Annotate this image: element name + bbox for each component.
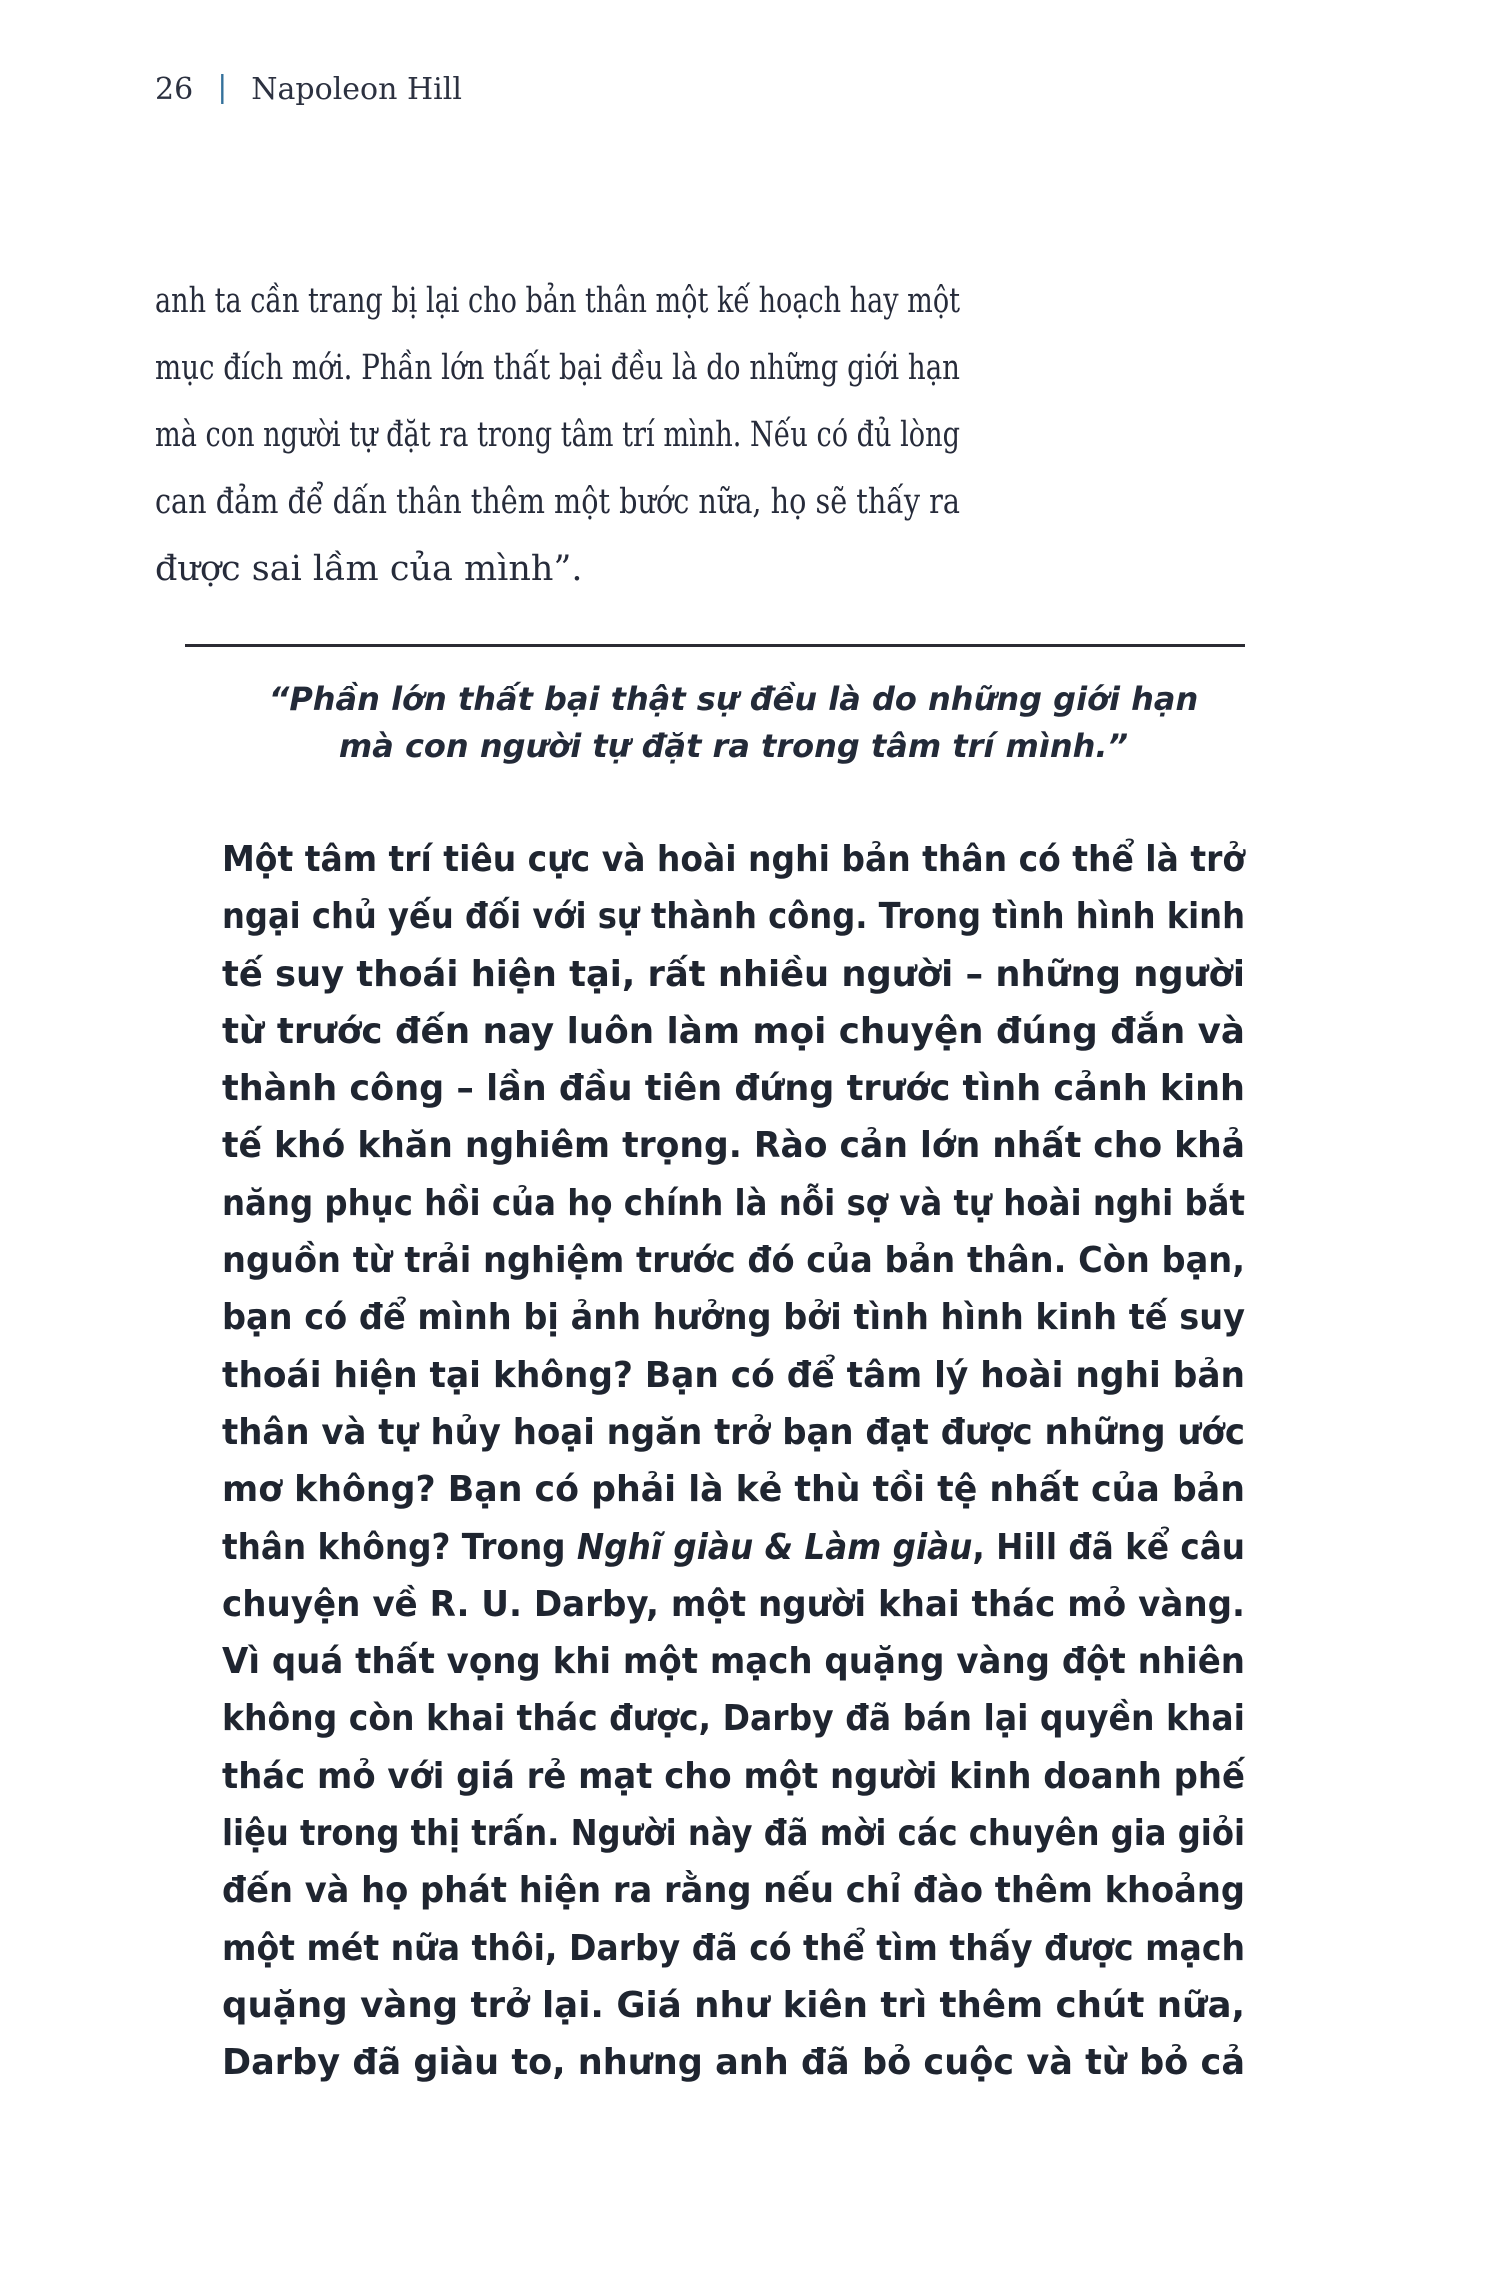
running-head-title: Napoleon Hill [251, 72, 462, 107]
body-line: một mét nữa thôi, Darby đã có thể tìm thấy được mạch [222, 1927, 1245, 1969]
pull-quote-line: “Phần lớn thất bại thật sự đều là do những giới hạn [268, 680, 1199, 718]
body-line: ngại chủ yếu đối với sự thành công. Trong tình hình kinh [222, 896, 1245, 938]
body-line-text: , Hill đã kể câu [972, 1526, 1245, 1568]
body-line: liệu trong thị trấn. Người này đã mời các chuyên gia giỏi [222, 1813, 1245, 1855]
paragraph-line: được sai lầm của mình”. [155, 549, 583, 589]
body-line: năng phục hồi của họ chính là nỗi sợ và tự hoài nghi bắt [222, 1182, 1245, 1224]
paragraph-line: anh ta cần trang bị lại cho bản thân một kế hoạch hay một [155, 281, 960, 321]
opening-paragraph [155, 268, 960, 603]
paragraph-line: mục đích mới. Phần lớn thất bại đều là do những giới hạn [155, 348, 960, 388]
body-line [222, 1519, 1245, 1576]
pull-quote [222, 676, 1245, 770]
body-line-text: thân không? Trong [222, 1526, 577, 1568]
body-line: tế khó khăn nghiêm trọng. Rào cản lớn nhất cho khả [222, 1125, 1245, 1167]
body-line: mơ không? Bạn có phải là kẻ thù tồi tệ nhất của bản [222, 1469, 1245, 1511]
book-title-italic: Nghĩ giàu & Làm giàu [576, 1526, 973, 1568]
body-line: Một tâm trí tiêu cực và hoài nghi bản thân có thể là trở [222, 839, 1245, 880]
body-line: quặng vàng trở lại. Giá như kiên trì thêm chút nữa, [222, 1984, 1245, 2026]
section-divider [185, 644, 1245, 647]
body-line: Darby đã giàu to, nhưng anh đã bỏ cuộc và từ bỏ cả [222, 2042, 1245, 2084]
body-paragraph [222, 831, 1245, 2092]
body-line: nguồn từ trải nghiệm trước đó của bản thân. Còn bạn, [222, 1240, 1245, 1282]
page-number: 26 [155, 72, 194, 107]
header-separator: | [217, 70, 228, 105]
pull-quote-line: mà con người tự đặt ra trong tâm trí mình.” [338, 727, 1129, 765]
body-line: thân và tự hủy hoại ngăn trở bạn đạt được những ước [222, 1411, 1245, 1453]
paragraph-line: can đảm để dấn thân thêm một bước nữa, họ sẽ thấy ra [155, 482, 960, 522]
body-line: Vì quá thất vọng khi một mạch quặng vàng đột nhiên [222, 1641, 1245, 1683]
paragraph-line: mà con người tự đặt ra trong tâm trí mình. Nếu có đủ lòng [155, 415, 960, 455]
body-line: tế suy thoái hiện tại, rất nhiều người – những người [222, 953, 1245, 995]
body-line: thác mỏ với giá rẻ mạt cho một người kinh doanh phế [222, 1755, 1245, 1797]
body-line: không còn khai thác được, Darby đã bán lại quyền khai [222, 1698, 1245, 1740]
body-line: đến và họ phát hiện ra rằng nếu chỉ đào thêm khoảng [222, 1870, 1245, 1912]
body-line: bạn có để mình bị ảnh hưởng bởi tình hình kinh tế suy [222, 1297, 1245, 1339]
body-line: thoái hiện tại không? Bạn có để tâm lý hoài nghi bản [222, 1354, 1245, 1396]
body-line: chuyện về R. U. Darby, một người khai thác mỏ vàng. [222, 1583, 1245, 1625]
body-line: thành công – lần đầu tiên đứng trước tình cảnh kinh [222, 1068, 1245, 1110]
body-line: từ trước đến nay luôn làm mọi chuyện đúng đắn và [222, 1010, 1245, 1052]
page-header [155, 72, 462, 108]
